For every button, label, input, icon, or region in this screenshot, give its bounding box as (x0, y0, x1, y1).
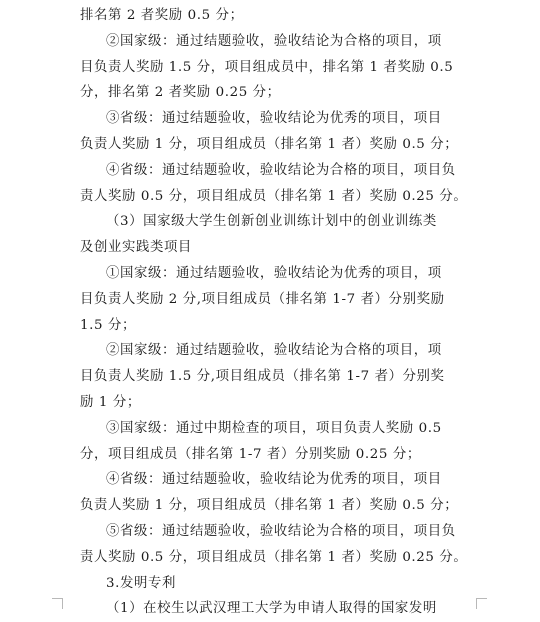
section-heading: （3）国家级大学生创新创业训练计划中的创业训练类 (106, 214, 437, 230)
text-line: 1.5 分； (80, 317, 136, 333)
text-line: 目负责人奖励 1.5 分，项目组成员中，排名第 1 者奖励 0.5 (80, 59, 454, 75)
text-line: ④省级：通过结题验收，验收结论为优秀的项目，项目 (106, 472, 442, 488)
text-line: 目负责人奖励 1.5 分,项目组成员（排名第 1-7 者）分别奖 (80, 369, 445, 385)
text-line: 负责人奖励 1 分，项目组成员（排名第 1 者）奖励 0.5 分； (80, 136, 459, 152)
section-heading-continued: 及创业实践类项目 (80, 240, 192, 256)
text-line: 责人奖励 0.5 分，项目组成员（排名第 1 者）奖励 0.25 分。 (80, 188, 468, 204)
text-line: ②国家级：通过结题验收，验收结论为合格的项目，项 (106, 33, 442, 49)
section-heading: 3.发明专利 (106, 575, 176, 591)
document-body (80, 3, 470, 622)
margin-corner-mark-right (476, 598, 487, 609)
text-line: ③国家级：通过中期检查的项目，项目负责人奖励 0.5 (106, 420, 442, 436)
text-line: ①国家级：通过结题验收，验收结论为优秀的项目，项 (106, 265, 442, 281)
text-line: 责人奖励 0.5 分，项目组成员（排名第 1 者）奖励 0.25 分。 (80, 549, 468, 565)
text-line: ④省级：通过结题验收，验收结论为合格的项目，项目负 (106, 162, 456, 178)
text-line: ③省级：通过结题验收，验收结论为优秀的项目，项目 (106, 111, 442, 127)
text-line: 励 1 分； (80, 394, 141, 410)
text-line: 排名第 2 者奖励 0.5 分； (80, 8, 244, 23)
text-line: ⑤省级：通过结题验收，验收结论为合格的项目，项目负 (106, 523, 456, 539)
margin-corner-mark-left (52, 598, 63, 609)
text-line: 负责人奖励 1 分，项目组成员（排名第 1 者）奖励 0.5 分； (80, 498, 459, 514)
text-line: 目负责人奖励 2 分,项目组成员（排名第 1-7 者）分别奖励 (80, 291, 445, 307)
text-line: 分，排名第 2 者奖励 0.25 分； (80, 85, 281, 101)
text-line: ②国家级：通过结题验收，验收结论为合格的项目，项 (106, 343, 442, 359)
text-line: 分，项目组成员（排名第 1-7 者）分别奖励 0.25 分； (80, 446, 421, 462)
text-line: （1）在校生以武汉理工大学为申请人取得的国家发明 (106, 601, 437, 617)
